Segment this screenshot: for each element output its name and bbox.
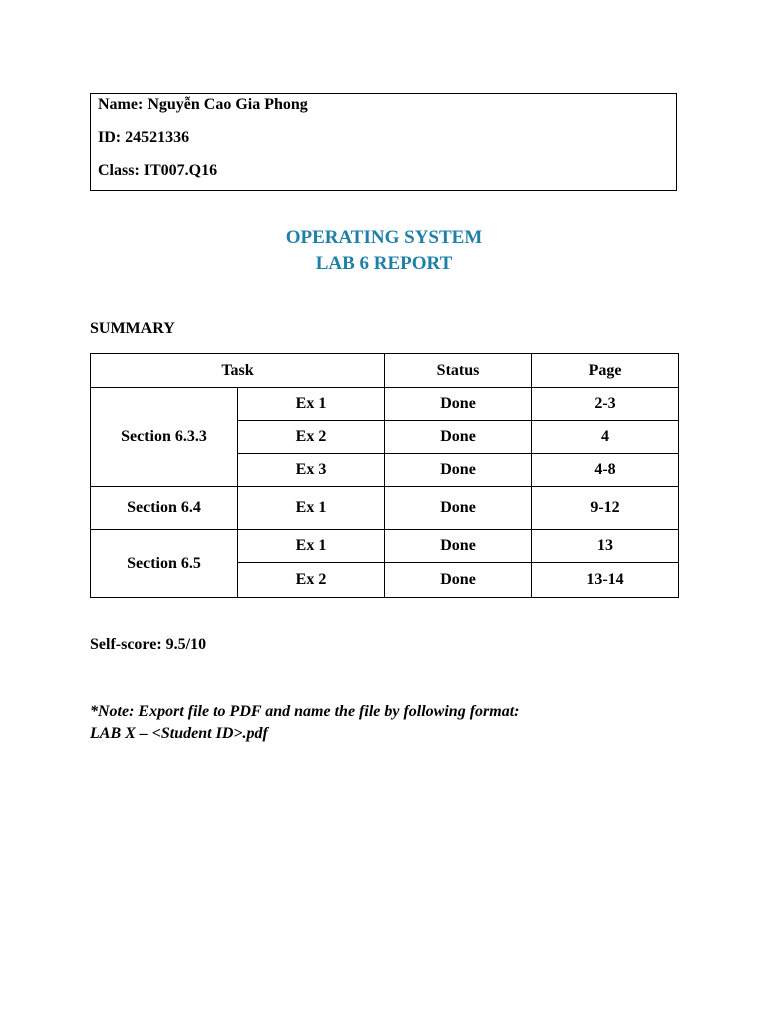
status-cell: Done bbox=[385, 454, 532, 487]
table-row bbox=[91, 530, 679, 563]
export-note-line1: *Note: Export file to PDF and name the file by following format: bbox=[90, 703, 520, 720]
page-cell: 4-8 bbox=[532, 454, 679, 487]
page-cell: 2-3 bbox=[532, 388, 679, 421]
section-name: Section 6.3.3 bbox=[91, 388, 238, 487]
exercise-cell: Ex 1 bbox=[238, 530, 385, 563]
student-id: ID: 24521336 bbox=[98, 129, 190, 146]
exercise-cell: Ex 1 bbox=[238, 487, 385, 530]
table-row bbox=[91, 487, 679, 530]
summary-heading: SUMMARY bbox=[90, 320, 175, 337]
status-cell: Done bbox=[385, 530, 532, 563]
page-cell: 4 bbox=[532, 421, 679, 454]
header-status: Status bbox=[385, 354, 532, 388]
table-header-row bbox=[91, 354, 679, 388]
status-cell: Done bbox=[385, 563, 532, 598]
student-info-box bbox=[90, 93, 677, 191]
status-cell: Done bbox=[385, 388, 532, 421]
student-name: Name: Nguyễn Cao Gia Phong bbox=[98, 96, 308, 113]
page-cell: 13 bbox=[532, 530, 679, 563]
header-page: Page bbox=[532, 354, 679, 388]
report-title-line1: OPERATING SYSTEM bbox=[285, 227, 483, 248]
exercise-cell: Ex 1 bbox=[238, 388, 385, 421]
page-cell: 9-12 bbox=[532, 487, 679, 530]
section-name: Section 6.4 bbox=[91, 487, 238, 530]
header-task: Task bbox=[91, 354, 385, 388]
exercise-cell: Ex 3 bbox=[238, 454, 385, 487]
report-title bbox=[0, 225, 768, 277]
table-row bbox=[91, 388, 679, 421]
exercise-cell: Ex 2 bbox=[238, 563, 385, 598]
summary-table bbox=[90, 353, 679, 598]
report-title-line2: LAB 6 REPORT bbox=[315, 253, 453, 274]
page-cell: 13-14 bbox=[532, 563, 679, 598]
exercise-cell: Ex 2 bbox=[238, 421, 385, 454]
export-note-line2: LAB X – <Student ID>.pdf bbox=[90, 725, 268, 742]
section-name: Section 6.5 bbox=[91, 530, 238, 598]
status-cell: Done bbox=[385, 487, 532, 530]
self-score: Self-score: 9.5/10 bbox=[90, 636, 207, 653]
export-note bbox=[90, 701, 519, 745]
status-cell: Done bbox=[385, 421, 532, 454]
student-class: Class: IT007.Q16 bbox=[98, 162, 218, 179]
